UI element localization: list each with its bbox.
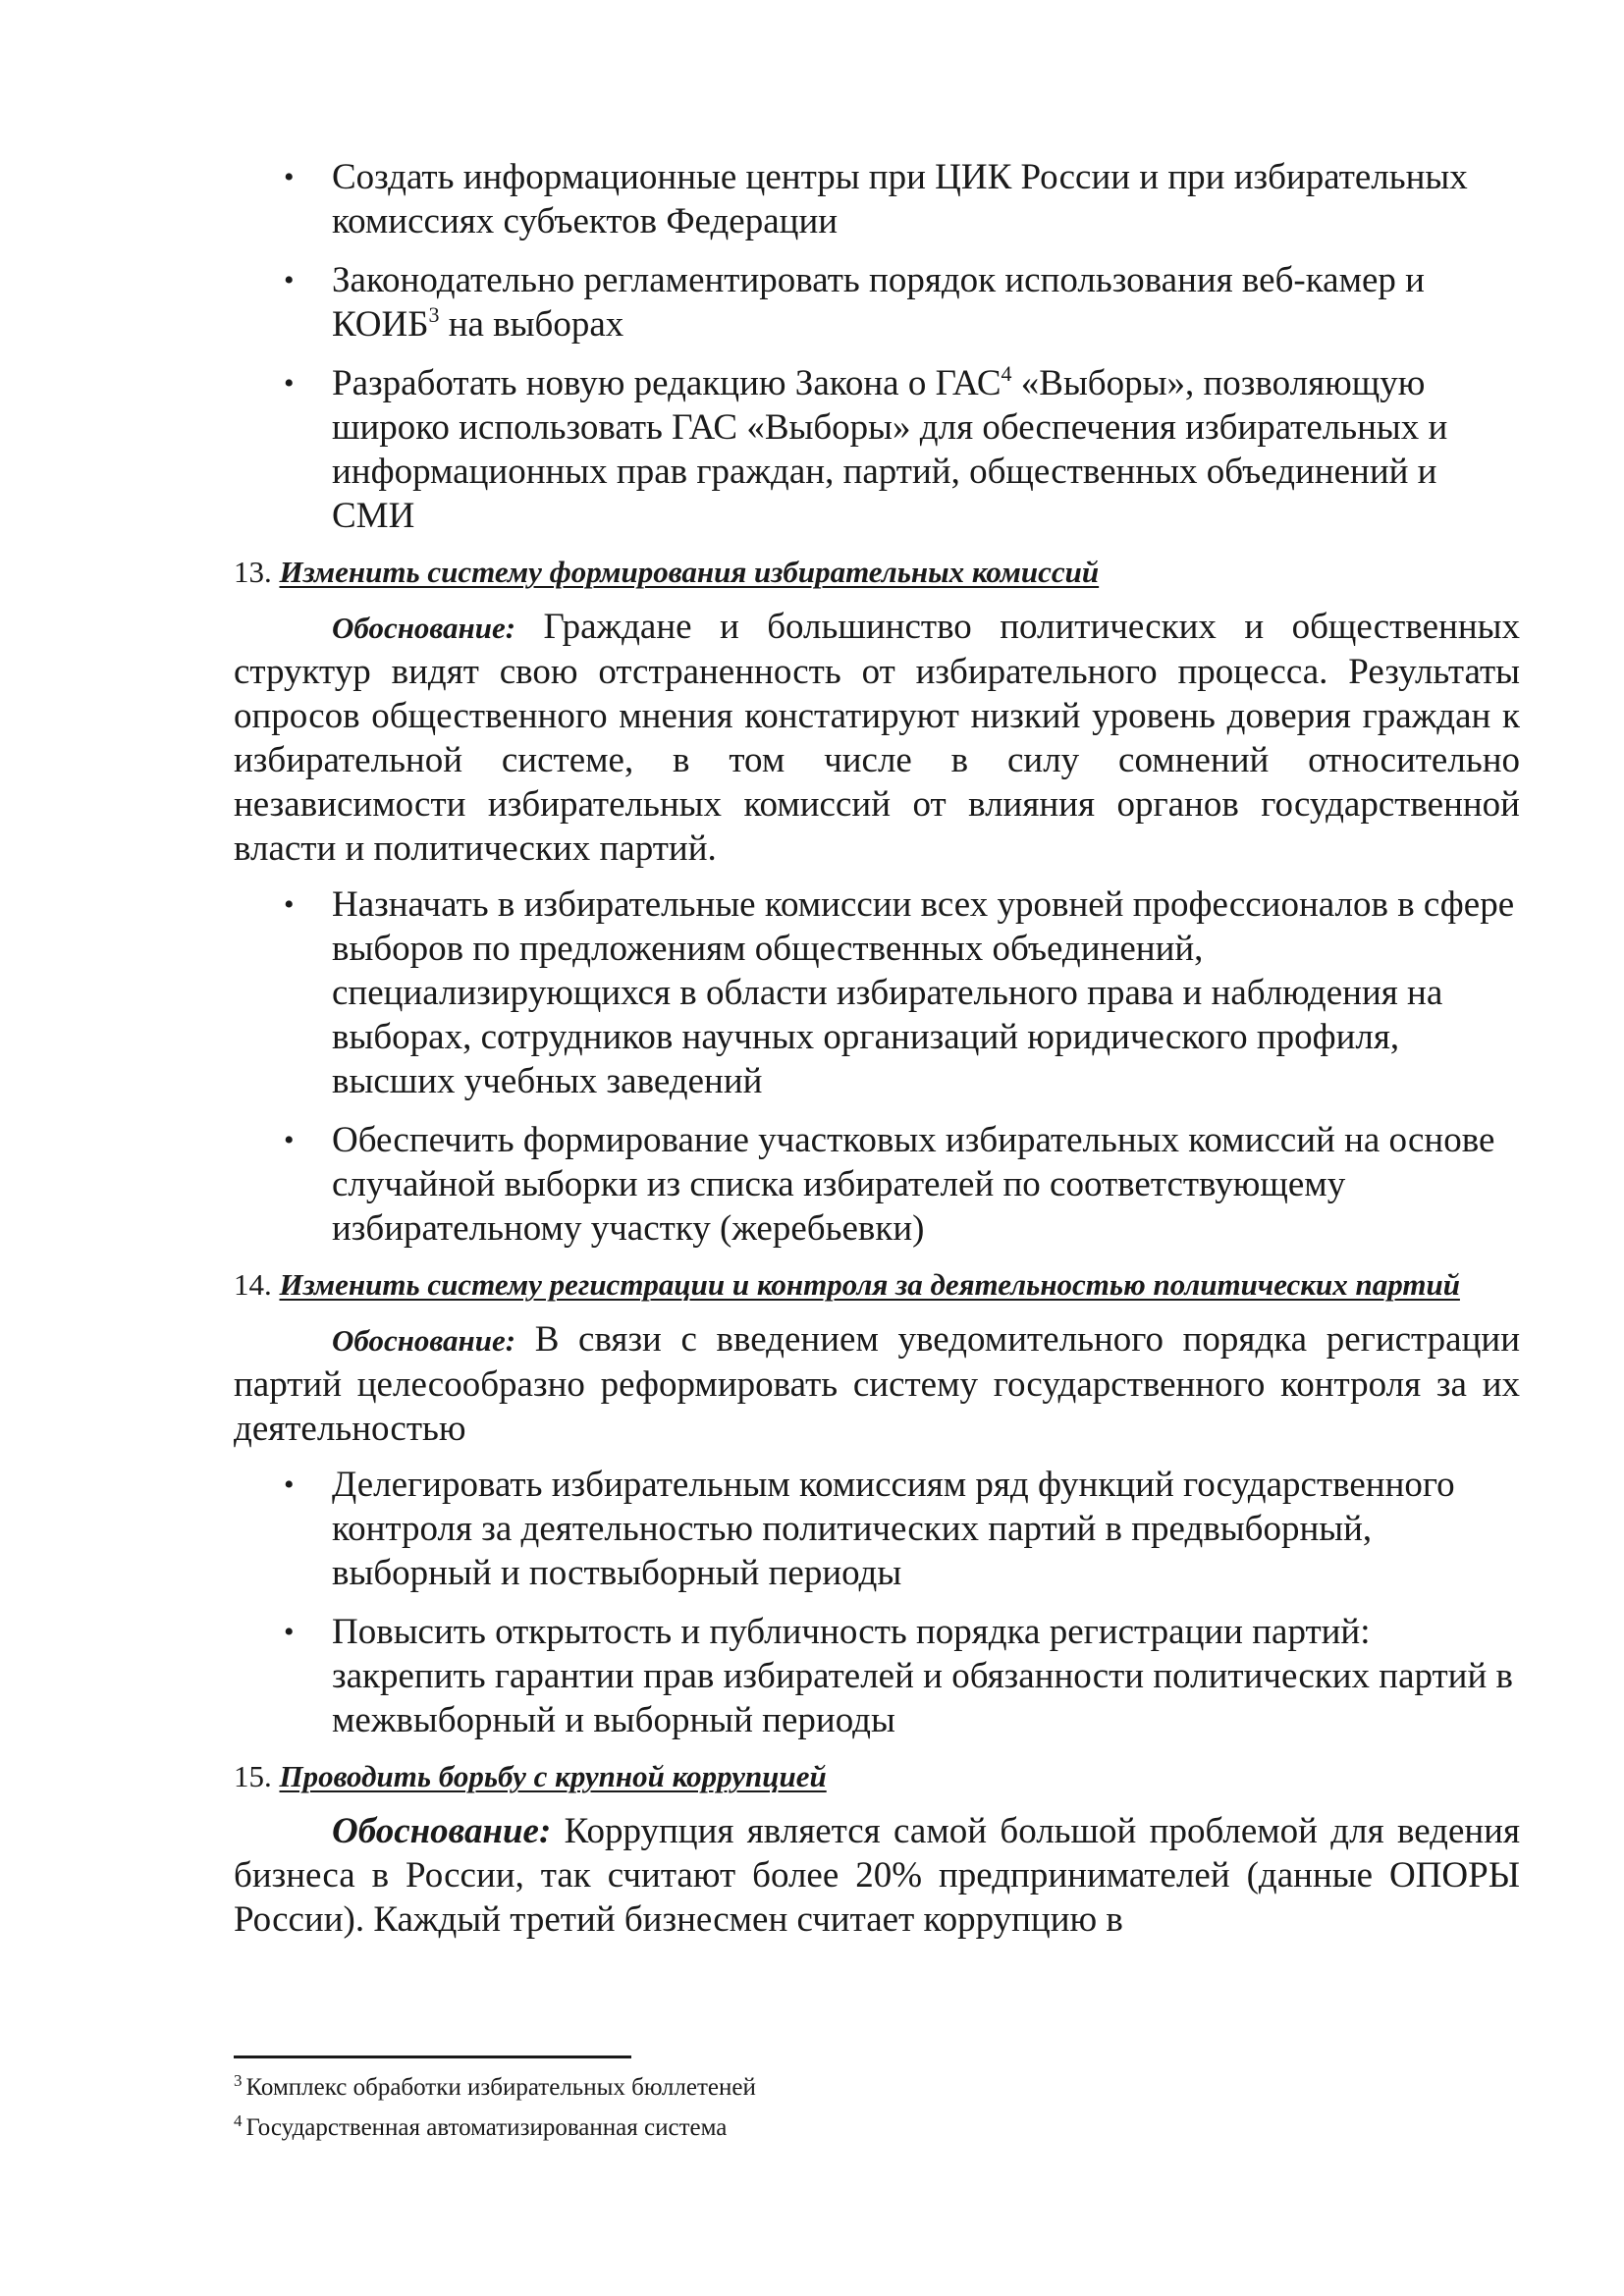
list-item-text: Законодательно регламентировать порядок использования веб-камер и КОИБ xyxy=(332,260,1425,345)
rationale-label: Обоснование: xyxy=(332,611,516,645)
footnote-separator xyxy=(234,2056,631,2058)
bullet-icon: • xyxy=(284,1616,295,1648)
list-item-text: Обеспечить формирование участковых избирательных комиссий на основе случайной выборки из списка избирателей по соответствующему избирательному участку (жеребьевки) xyxy=(332,1120,1495,1249)
list-item-text: Делегировать избирательным комиссиям ряд функций государственного контроля за деятельностью политических партий в предвыборный, выборный и поствыборный периоды xyxy=(332,1465,1455,1593)
bullet-list-section-14 xyxy=(234,1463,1520,1742)
list-item xyxy=(234,1118,1520,1251)
footnote-text: Государственная автоматизированная система xyxy=(245,2114,728,2141)
list-item-text: Разработать новую редакцию Закона о ГАС xyxy=(332,363,1001,403)
rationale-label: Обоснование: xyxy=(332,1811,552,1851)
section-number: 15. xyxy=(234,1759,280,1793)
list-item-text: Назначать в избирательные комиссии всех уровней профессионалов в сфере выборов по предложениям общественных объединений, специализирующихся в области избирательного права и наблюдения на выборах, сотрудников научных организаций юридического профиля, высших учебных заведений xyxy=(332,884,1515,1101)
bullet-list-infocenters xyxy=(234,155,1520,538)
bullet-icon: • xyxy=(284,888,295,921)
list-item xyxy=(234,155,1520,243)
section-number: 14. xyxy=(234,1267,280,1302)
rationale-paragraph xyxy=(234,1317,1520,1451)
list-item xyxy=(234,882,1520,1103)
footnote-3 xyxy=(234,2069,1520,2106)
list-item xyxy=(234,1610,1520,1742)
bullet-list-section-13 xyxy=(234,882,1520,1251)
rationale-text: Граждане и большинство политических и общественных структур видят свою отстраненность от избирательного процесса. Результаты опросов общественного мнения констатируют низкий уровень доверия граждан к избирательной системе, в том числе в силу сомнений относительно независимости избирательных комиссий от влияния органов государственной власти и политических партий. xyxy=(234,607,1520,869)
bullet-icon: • xyxy=(284,1468,295,1501)
list-item-text: Повысить открытость и публичность порядка регистрации партий: закрепить гарантии прав избирателей и обязанности политических партий в межвыборный и выборный периоды xyxy=(332,1612,1514,1740)
list-item xyxy=(234,258,1520,347)
list-item-text-tail: «Выборы», позволяющую широко использовать ГАС «Выборы» для обеспечения избирательных и информационных прав граждан, партий, общественных объединений и СМИ xyxy=(332,363,1448,536)
rationale-paragraph xyxy=(234,605,1520,871)
rationale-paragraph xyxy=(234,1809,1520,1942)
bullet-icon: • xyxy=(284,367,295,400)
rationale-text: Коррупция является самой большой проблемой для ведения бизнеса в России, так считают более 20% предпринимателей (данные ОПОРЫ России). Каждый третий бизнесмен считает коррупцию в xyxy=(234,1811,1520,1940)
footnote-ref[interactable]: 4 xyxy=(1001,361,1012,386)
section-heading-13 xyxy=(234,553,1520,591)
list-item-text-tail: на выборах xyxy=(439,304,624,345)
list-item xyxy=(234,1463,1520,1595)
section-title: Изменить систему формирования избирательных комиссий xyxy=(279,555,1100,589)
bullet-icon: • xyxy=(284,264,295,296)
footnote-ref[interactable]: 3 xyxy=(428,302,440,327)
footnote-4 xyxy=(234,2109,1520,2146)
section-heading-14 xyxy=(234,1265,1520,1304)
bullet-icon: • xyxy=(284,1124,295,1156)
footnotes xyxy=(234,2069,1520,2150)
footnote-mark: 3 xyxy=(234,2071,243,2090)
document-page xyxy=(234,155,1520,1953)
bullet-icon: • xyxy=(284,161,295,193)
rationale-text: В связи с введением уведомительного порядка регистрации партий целесообразно реформировать систему государственного контроля за их деятельностью xyxy=(234,1319,1520,1449)
rationale-label: Обоснование: xyxy=(332,1323,516,1358)
section-title: Изменить систему регистрации и контроля за деятельностью политических партий xyxy=(279,1267,1460,1302)
footnote-mark: 4 xyxy=(234,2111,243,2130)
section-title: Проводить борьбу с крупной коррупцией xyxy=(279,1759,827,1793)
footnote-text: Комплекс обработки избирательных бюллетеней xyxy=(245,2074,756,2101)
section-number: 13. xyxy=(234,555,280,589)
list-item-text: Создать информационные центры при ЦИК России и при избирательных комиссиях субъектов Федерации xyxy=(332,157,1468,241)
section-heading-15 xyxy=(234,1757,1520,1795)
list-item xyxy=(234,361,1520,538)
